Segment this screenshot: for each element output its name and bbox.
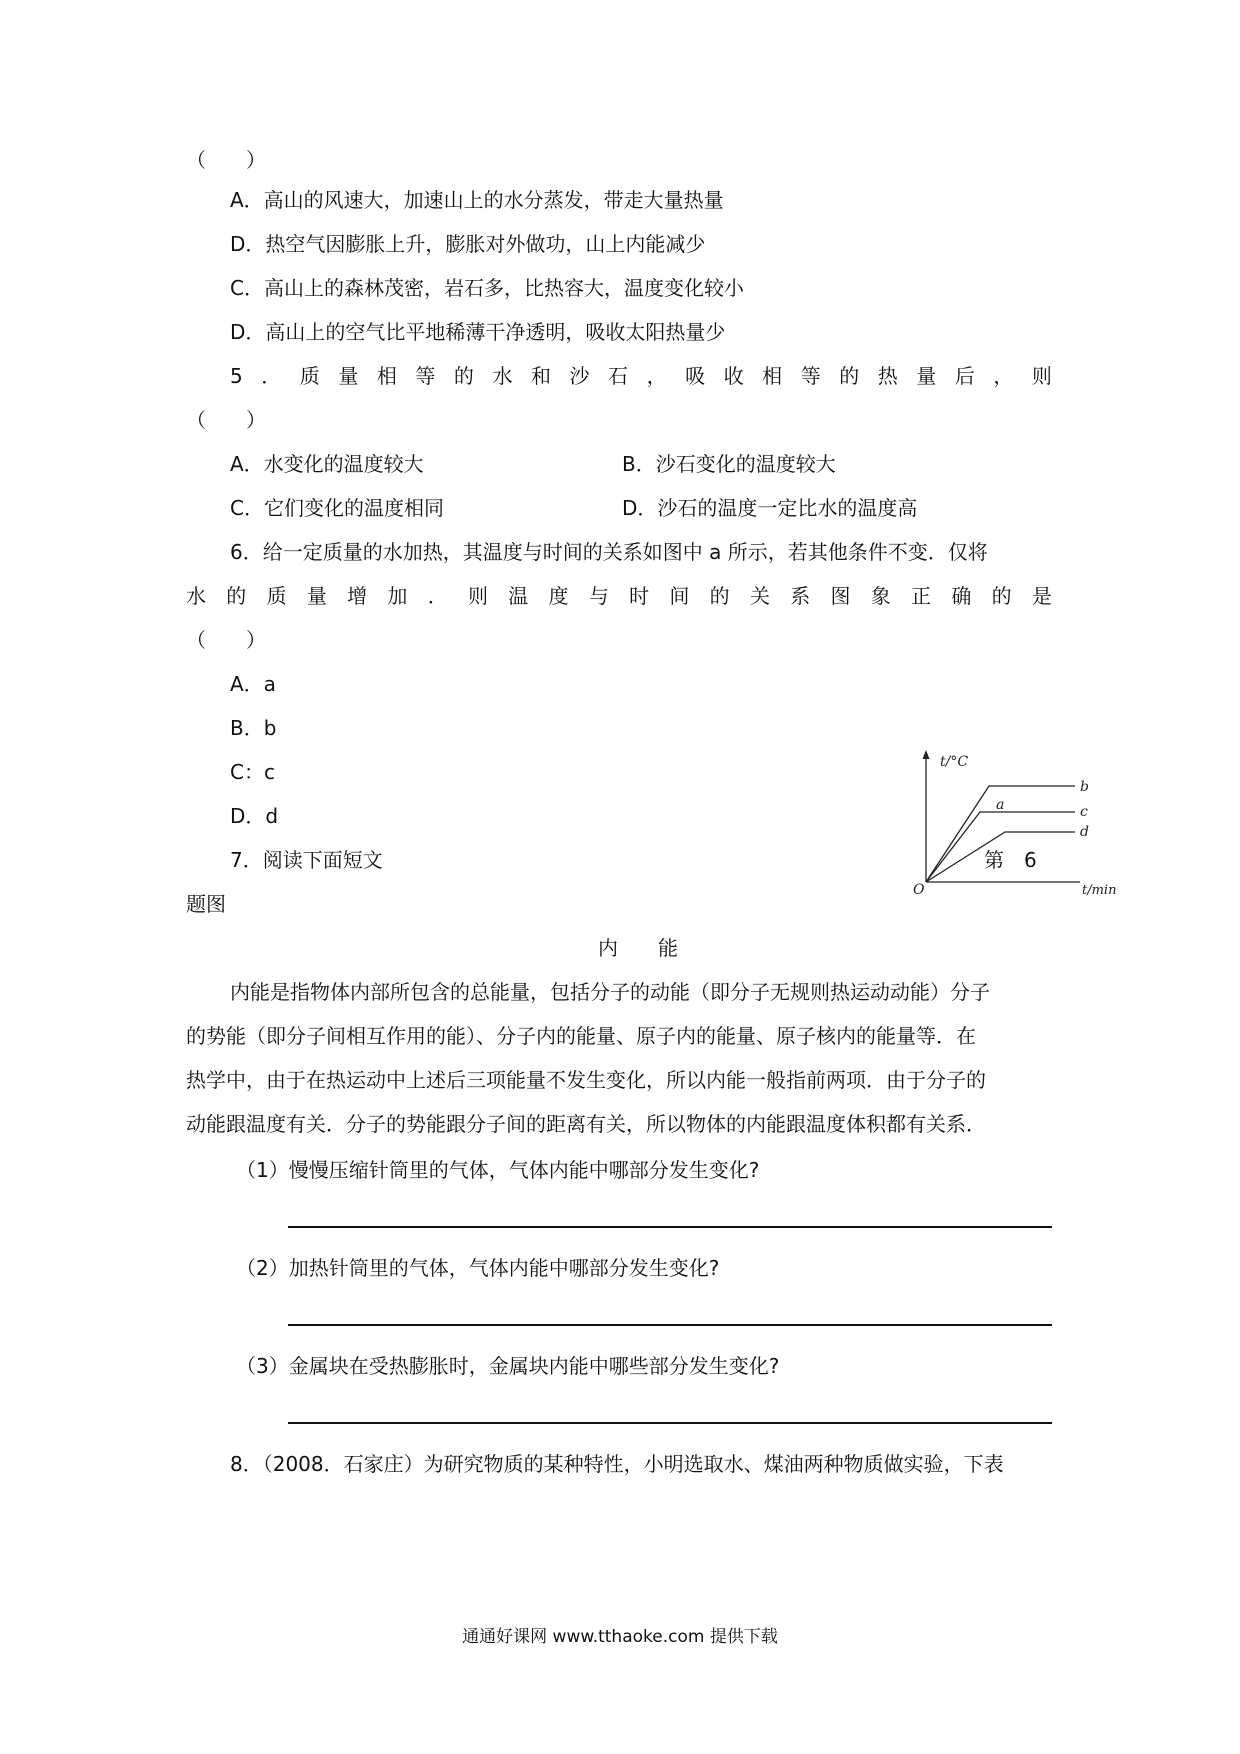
q6-option-b: B．b [230,716,277,740]
answer-line-1[interactable] [288,1226,1052,1228]
char: 度 [548,584,569,608]
article-line-3: 热学中，由于在热运动中上述后三项能量不发生变化，所以内能一般指前两项．由于分子的 [186,1068,986,1092]
q5-stem [230,364,1052,388]
q6-option-c: C：c [230,760,275,784]
q8-stem: 8．（2008．石家庄）为研究物质的某种特性，小明选取水、煤油两种物质做实验，下表 [230,1452,1004,1476]
q5-option-c: C．它们变化的温度相同 [230,496,444,520]
q6-stem-line1: 6．给一定质量的水加热，其温度与时间的关系如图中 a 所示，若其他条件不变．仅将 [230,540,988,564]
char: 图 [830,584,851,608]
char: 确 [951,584,972,608]
char: 质 [266,584,287,608]
y-axis-label: t/°C [940,754,969,770]
char: 温 [508,584,529,608]
char: 关 [749,584,770,608]
char: 等 [415,364,436,388]
curve-label-b: b [1080,779,1089,795]
char: 水 [492,364,513,388]
char: 后 [954,364,975,388]
char: ， [646,364,667,388]
char: 系 [790,584,811,608]
article-title: 内 能 [598,936,678,960]
char: 水 [186,584,206,608]
char: ， [993,364,1014,388]
char: 与 [588,584,609,608]
article-line-2: 的势能（即分子间相互作用的能）、分子内的能量、原子内的能量、原子核内的能量等．在 [186,1024,976,1048]
q5-option-b: B．沙石变化的温度较大 [622,452,836,476]
char: 增 [347,584,368,608]
q6-figure-caption-part1: 第 6 [984,848,1037,872]
char: 收 [723,364,744,388]
char: 则 [1031,364,1052,388]
char: ． [261,364,282,388]
sub-question-2: （2）加热针筒里的气体，气体内能中哪部分发生变化? [236,1256,720,1280]
q5-paren: （ ） [186,408,266,432]
sub-question-3: （3）金属块在受热膨胀时，金属块内能中哪些部分发生变化? [236,1354,780,1378]
answer-line-2[interactable] [288,1324,1052,1326]
char: 间 [669,584,690,608]
char: 的 [991,584,1012,608]
q4-option-c: C．高山上的森林茂密，岩石多，比热容大，温度变化较小 [230,276,744,300]
article-line-1: 内能是指物体内部所包含的总能量，包括分子的动能（即分子无规则热运动动能）分子 [230,980,990,1004]
char: 量 [916,364,937,388]
char: 和 [530,364,551,388]
q6-paren: （ ） [186,628,266,652]
curve-label-d: d [1080,824,1089,840]
char: 是 [1031,584,1052,608]
q5-option-d: D．沙石的温度一定比水的温度高 [622,496,918,520]
origin-label: O [913,882,925,898]
char: 量 [338,364,359,388]
char: 时 [629,584,650,608]
char: 质 [299,364,320,388]
q4-option-a: A．高山的风速大，加速山上的水分蒸发，带走大量热量 [230,188,724,212]
char: 5 [230,364,243,388]
q6-option-a: A．a [230,672,276,696]
q4-option-d: D．高山上的空气比平地稀薄干净透明，吸收太阳热量少 [230,320,726,344]
sub-question-1: （1）慢慢压缩针筒里的气体，气体内能中哪部分发生变化? [236,1158,760,1182]
curve-label-a: a [996,797,1005,813]
page-footer: 通通好课网 www.tthaoke.com 提供下载 [462,1627,778,1647]
q6-figure-caption-part2: 题图 [186,892,226,916]
char: 加 [387,584,408,608]
char: 的 [709,584,730,608]
char: 象 [870,584,891,608]
char: 相 [376,364,397,388]
char: 的 [226,584,247,608]
q4-paren: （ ） [186,148,266,172]
q6-figure [910,748,1140,908]
x-axis-label: t/min [1082,883,1117,898]
article-line-4: 动能跟温度有关．分子的势能跟分子间的距离有关，所以物体的内能跟温度体积都有关系． [186,1112,986,1136]
y-axis-arrow [923,750,930,759]
char: 则 [467,584,488,608]
q5-option-a: A．水变化的温度较大 [230,452,424,476]
char: 相 [762,364,783,388]
char: 量 [306,584,327,608]
char: 沙 [569,364,590,388]
char: ． [427,584,448,608]
char: 吸 [685,364,706,388]
char: 热 [877,364,898,388]
q6-option-d: D．d [230,804,279,828]
char: 的 [839,364,860,388]
q7-stem: 7．阅读下面短文 [230,848,383,872]
char: 等 [800,364,821,388]
q4-option-d-first: D．热空气因膨胀上升，膨胀对外做功，山上内能减少 [230,232,706,256]
char: 石 [608,364,629,388]
char: 正 [911,584,932,608]
q6-stem-line2 [186,584,1052,608]
char: 的 [453,364,474,388]
curve-label-c: c [1080,804,1088,820]
answer-line-3[interactable] [288,1422,1052,1424]
